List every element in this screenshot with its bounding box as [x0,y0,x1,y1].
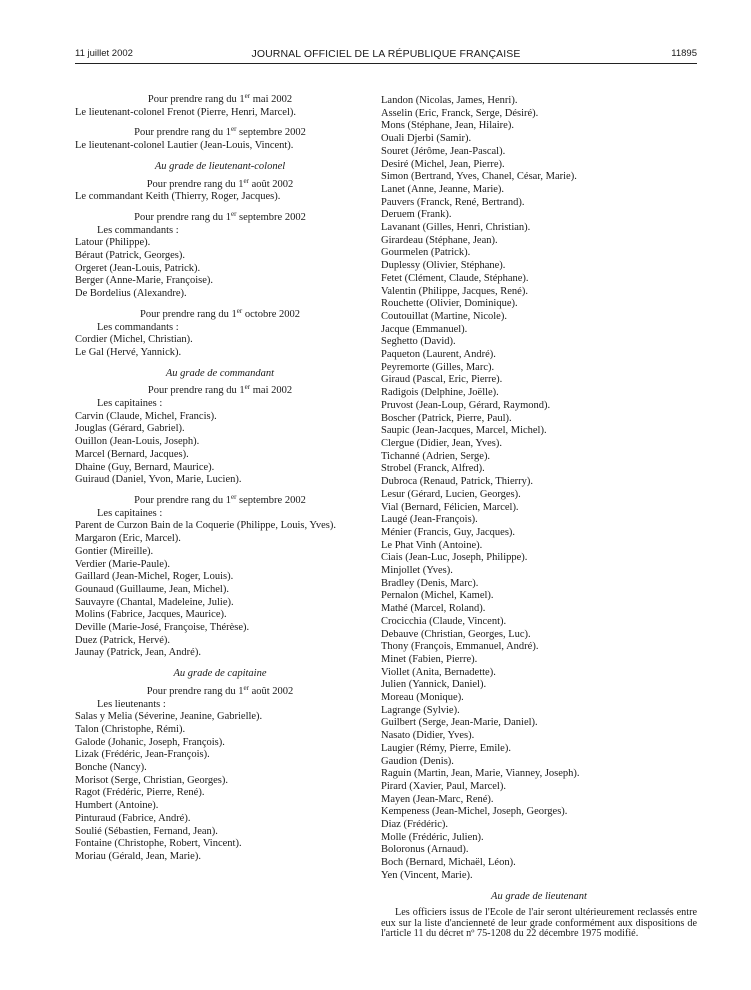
rank-group-label: Les lieutenants : [97,698,166,710]
name-entry: Salas y Melia (Séverine, Jeanine, Gabrielle). [75,711,263,723]
page-number: 11895 [671,48,697,59]
name-entry: Fontaine (Christophe, Robert, Vincent). [75,838,242,850]
name-entry: Gounaud (Guillaume, Jean, Michel). [75,583,229,595]
name-entry: Boch (Bernard, Michaël, Léon). [381,857,516,869]
name-entry: Asselin (Eric, Franck, Serge, Désiré). [381,107,539,119]
rank-group-label: Les capitaines : [97,398,163,410]
promotion-entry: Le lieutenant-colonel Frenot (Pierre, Henri, Marcel). [75,106,296,118]
name-entry: Minet (Fabien, Pierre). [381,653,478,665]
header-date: 11 juillet 2002 [75,48,133,59]
name-list [75,520,365,660]
rank-group-label: Les commandants : [97,224,179,236]
name-entry: Duplessy (Olivier, Stéphane). [381,260,506,272]
grade-heading: Au grade de commandant [165,367,275,379]
right-column [381,95,697,940]
name-entry: Sauvayre (Chantal, Madeleine, Julie). [75,596,234,608]
name-entry: Bradley (Denis, Marc). [381,577,479,589]
name-entry: Landon (Nicolas, James, Henri). [381,95,518,106]
name-entry: Rouchette (Olivier, Dominique). [381,298,518,310]
rank-date-heading: Pour prendre rang du 1er septembre 2002 [134,125,306,139]
name-entry: Lanet (Anne, Jeanne, Marie). [381,183,505,195]
name-entry: Ciais (Jean-Luc, Joseph, Philippe). [381,552,528,564]
name-entry: Boscher (Patrick, Pierre, Paul). [381,412,512,424]
name-entry: Ménier (Francis, Guy, Jacques). [381,526,516,538]
name-entry: Julien (Yannick, Daniel). [381,679,487,691]
name-entry: Soulié (Sébastien, Fernand, Jean). [75,825,218,837]
name-list [75,711,365,863]
name-entry: Béraut (Patrick, Georges). [75,250,186,262]
name-entry: Berger (Anne-Marie, Françoise). [75,275,214,287]
name-entry: Jacque (Emmanuel). [381,323,468,335]
name-list [381,95,697,883]
name-entry: Lesur (Gérard, Lucien, Georges). [381,488,521,500]
name-entry: Dubroca (Renaud, Patrick, Thierry). [381,476,534,488]
grade-heading: Au grade de capitaine [173,668,267,680]
name-entry: Cordier (Michel, Christian). [75,334,193,346]
name-entry: Peyremorte (Gilles, Marc). [381,361,495,373]
rank-date-heading: Pour prendre rang du 1er mai 2002 [147,383,293,397]
name-entry: Tichanné (Adrien, Serge). [381,450,491,462]
name-entry: Molle (Frédéric, Julien). [381,831,484,843]
name-entry: Lizak (Frédéric, Jean-François). [75,749,210,761]
rank-group-label: Les capitaines : [97,507,163,519]
rank-date-heading: Pour prendre rang du 1er septembre 2002 [134,209,306,223]
name-entry: Coutouillat (Martine, Nicole). [381,310,507,322]
name-entry: Thony (François, Emmanuel, André). [381,641,539,653]
name-entry: Bonche (Nancy). [75,762,147,774]
name-entry: Gaillard (Jean-Michel, Roger, Louis). [75,571,234,583]
name-entry: Vial (Bernard, Félicien, Marcel). [381,501,519,513]
name-entry: Viollet (Anita, Bernadette). [381,666,496,678]
name-entry: Valentin (Philippe, Jacques, René). [381,285,528,297]
grade-heading: Au grade de lieutenant [491,890,587,902]
name-entry: Guiraud (Daniel, Yvon, Marie, Lucien). [75,474,242,486]
left-column [75,94,365,864]
name-entry: Orgeret (Jean-Louis, Patrick). [75,262,201,274]
name-entry: Galode (Johanic, Joseph, François). [75,736,225,748]
name-entry: Deville (Marie-José, Françoise, Thérèse). [75,622,250,634]
name-entry: Verdier (Marie-Paule). [75,558,171,570]
grade-heading: Au grade de lieutenant-colonel [154,160,286,172]
name-entry: Pinturaud (Fabrice, André). [75,812,191,824]
name-entry: Laugier (Rémy, Pierre, Emile). [381,742,511,754]
name-entry: Souret (Jérôme, Jean-Pascal). [381,145,506,157]
name-entry: Clergue (Didier, Jean, Yves). [381,437,502,449]
name-list [75,334,365,359]
name-entry: Guilbert (Serge, Jean-Marie, Daniel). [381,717,538,729]
name-entry: De Bordelius (Alexandre). [75,288,187,300]
name-entry: Jaunay (Patrick, Jean, André). [75,647,201,659]
rank-date-heading: Pour prendre rang du 1er septembre 2002 [134,492,306,506]
name-entry: Pruvost (Jean-Loup, Gérard, Raymond). [381,399,551,411]
name-entry: Mons (Stéphane, Jean, Hilaire). [381,120,514,132]
promotion-entry: Le lieutenant-colonel Lautier (Jean-Louis, Vincent). [75,140,294,152]
name-entry: Seghetto (David). [381,336,456,348]
name-entry: Molins (Fabrice, Jacques, Maurice). [75,609,227,621]
name-entry: Raguin (Martin, Jean, Marie, Vianney, Joseph). [381,768,580,780]
name-entry: Gontier (Mireille). [75,545,154,557]
name-entry: Pauvers (Franck, René, Bertrand). [381,196,525,208]
rank-group-label: Les commandants : [97,321,179,333]
name-entry: Morisot (Serge, Christian, Georges). [75,774,229,786]
journal-title: JOURNAL OFFICIEL DE LA RÉPUBLIQUE FRANÇAISE [251,48,521,60]
name-entry: Dhaine (Guy, Bernard, Maurice). [75,461,215,473]
name-entry: Crocicchia (Claude, Vincent). [381,615,507,627]
name-entry: Pirard (Xavier, Paul, Marcel). [381,780,506,792]
name-entry: Diaz (Frédéric). [381,819,449,831]
name-entry: Margaron (Eric, Marcel). [75,533,181,545]
promotion-entry: Le commandant Keith (Thierry, Roger, Jacques). [75,191,281,203]
name-entry: Ouillon (Jean-Louis, Joseph). [75,436,200,448]
name-entry: Mayen (Jean-Marc, René). [381,793,494,805]
name-entry: Yen (Vincent, Marie). [381,869,473,881]
name-entry: Strobel (Franck, Alfred). [381,463,485,475]
name-entry: Marcel (Bernard, Jacques). [75,448,189,460]
name-entry: Girardeau (Stéphane, Jean). [381,234,498,246]
name-entry: Deruem (Frank). [381,209,452,221]
page-header [75,48,697,62]
name-entry: Fetet (Clément, Claude, Stéphane). [381,272,529,284]
name-entry: Latour (Philippe). [75,237,151,249]
rank-date-heading: Pour prendre rang du 1er août 2002 [146,176,294,190]
name-entry: Radigois (Delphine, Joëlle). [381,387,499,399]
rank-date-heading: Pour prendre rang du 1er mai 2002 [147,92,293,105]
name-entry: Gaudion (Denis). [381,755,454,767]
name-entry: Moreau (Monique). [381,692,464,704]
name-entry: Moriau (Gérald, Jean, Marie). [75,850,201,862]
name-entry: Parent de Curzon Bain de la Coquerie (Philippe, Louis, Yves). [75,520,337,532]
name-entry: Kempeness (Jean-Michel, Joseph, Georges). [381,806,568,818]
name-list [75,237,365,301]
name-entry: Minjollet (Yves). [381,565,453,577]
name-list [75,411,365,487]
name-entry: Giraud (Pascal, Eric, Pierre). [381,374,503,386]
name-entry: Le Gal (Hervé, Yannick). [75,346,182,358]
name-entry: Ouali Djerbi (Samir). [381,133,472,145]
name-entry: Desiré (Michel, Jean, Pierre). [381,158,505,170]
name-entry: Lavanant (Gilles, Henri, Christian). [381,222,531,234]
name-entry: Jouglas (Gérard, Gabriel). [75,423,185,435]
name-entry: Laugé (Jean-François). [381,514,478,526]
name-entry: Gourmelen (Patrick). [381,247,471,259]
name-entry: Lagrange (Sylvie). [381,704,460,716]
header-rule [75,63,697,64]
name-entry: Debauve (Christian, Georges, Luc). [381,628,531,640]
name-entry: Boloronus (Arnaud). [381,844,469,856]
name-entry: Humbert (Antoine). [75,800,159,812]
name-entry: Paqueton (Laurent, André). [381,349,496,361]
name-entry: Simon (Bertrand, Yves, Chanel, César, Marie). [381,171,577,183]
rank-date-heading: Pour prendre rang du 1er octobre 2002 [139,306,300,320]
closing-paragraph: Les officiers issus de l'Ecole de l'air seront ultérieurement reclassés entre eux sur la liste d'ancienneté de leur grade conformément aux dispositions de l'article 11 du décret nº 75-1208 du 22 décembre 1975 modifié. [381,907,697,940]
name-entry: Nasato (Didier, Yves). [381,730,475,742]
name-entry: Mathé (Marcel, Roland). [381,603,486,615]
name-entry: Le Phat Vinh (Antoine). [381,539,483,551]
name-entry: Duez (Patrick, Hervé). [75,634,171,646]
name-entry: Saupic (Jean-Jacques, Marcel, Michel). [381,425,547,437]
name-entry: Pernalon (Michel, Kamel). [381,590,494,602]
name-entry: Ragot (Frédéric, Pierre, René). [75,787,205,799]
rank-date-heading: Pour prendre rang du 1er août 2002 [146,683,294,697]
name-entry: Talon (Christophe, Rémi). [75,723,186,735]
name-entry: Carvin (Claude, Michel, Francis). [75,410,217,422]
